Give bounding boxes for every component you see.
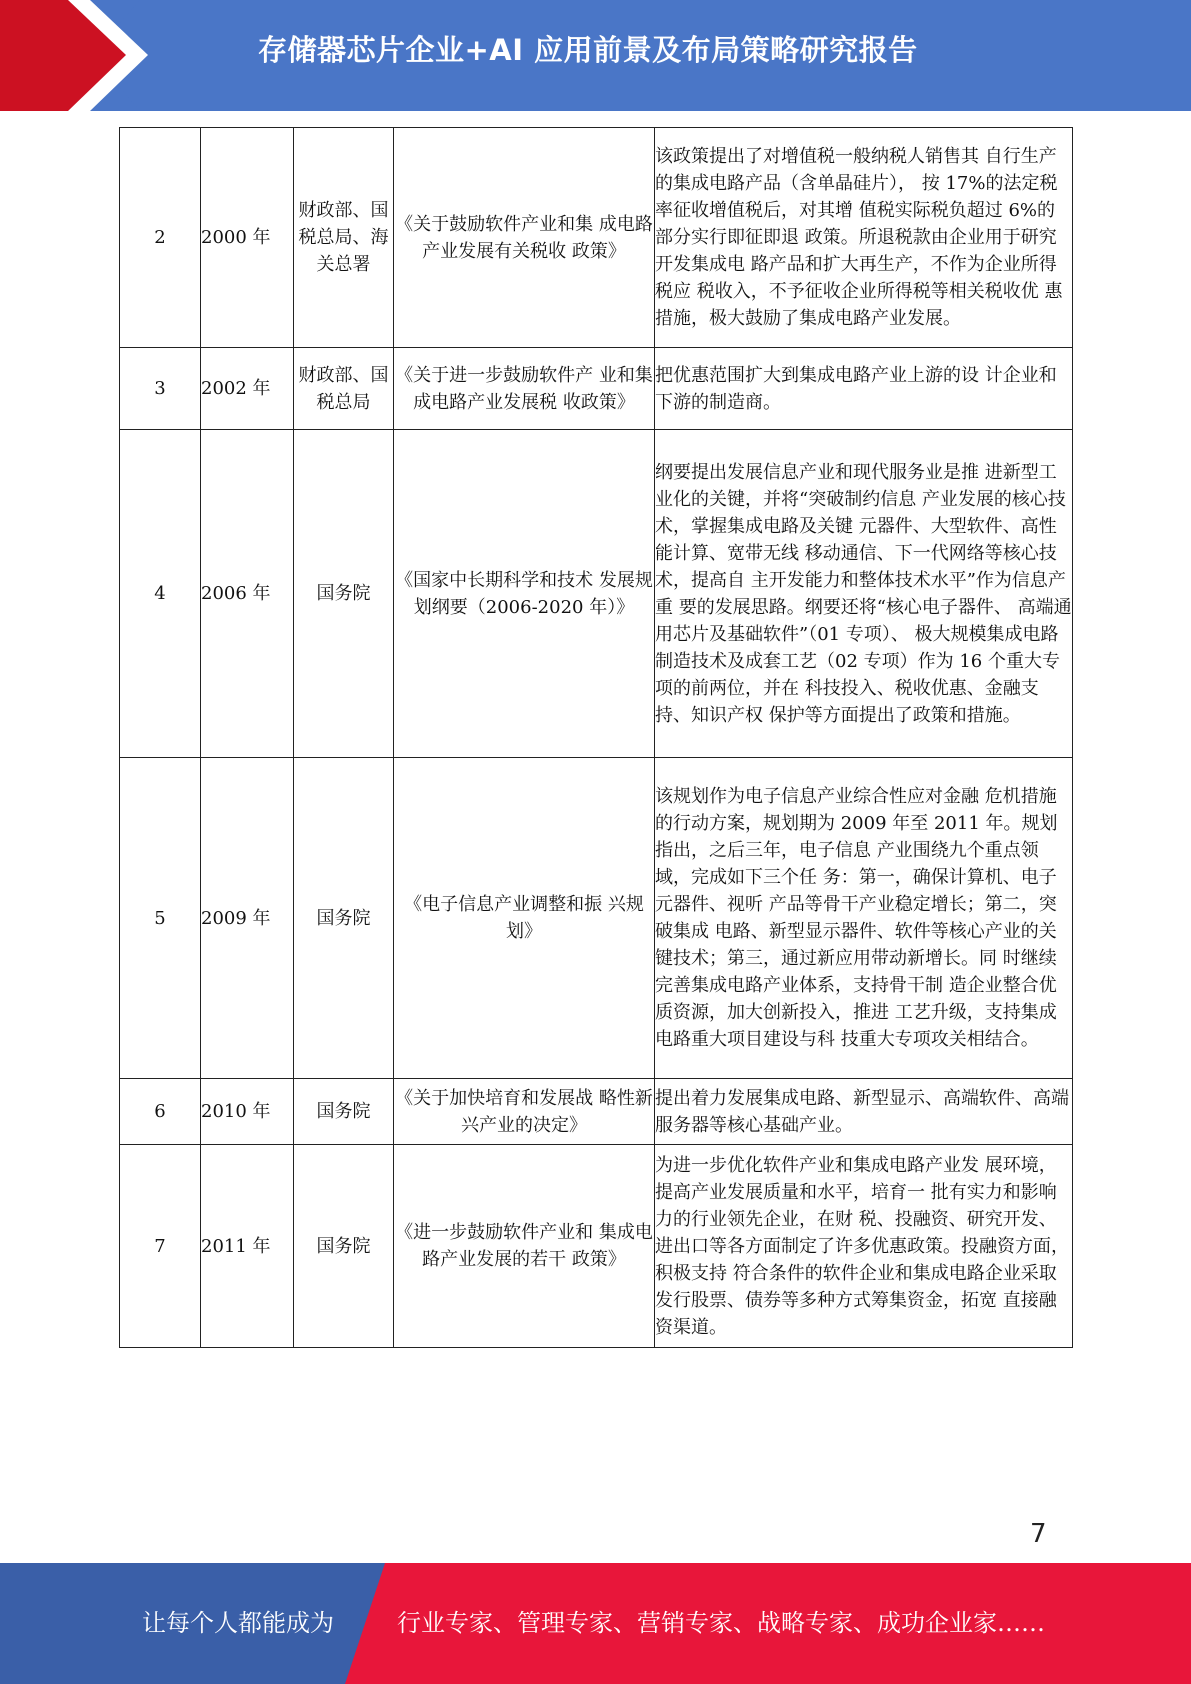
table-row (120, 758, 1073, 1079)
report-title: 存储器芯片企业+AI 应用前景及布局策略研究报告 (258, 33, 918, 67)
row-number: 3 (120, 348, 201, 430)
row-policy-name: 《关于鼓励软件产业和集 成电路产业发展有关税收 政策》 (394, 128, 655, 348)
row-number: 4 (120, 430, 201, 758)
table-row (120, 348, 1073, 430)
row-description: 纲要提出发展信息产业和现代服务业是推 进新型工业化的关键，并将“突破制约信息 产业发展的核心技术，掌握集成电路及关键 元器件、大型软件、高性能计算、宽带无线 移动通信、下一代网络等核心技术，提高自 主开发能力和整体技术水平”作为信息产重 要的发展思路。纲要还将“核心电子器件、 高端通用芯片及基础软件”（01 专项）、 极大规模集成电路制造技术及成套工艺（02 专项）作为 16 个重大专项的前两位，并在 科技投入、税收优惠、金融支持、知识产权 保护等方面提出了政策和措施。 (655, 430, 1073, 758)
row-description: 提出着力发展集成电路、新型显示、高端软件、高端服务器等核心基础产业。 (655, 1079, 1073, 1145)
row-department: 国务院 (294, 1145, 394, 1348)
page-footer (0, 1563, 1191, 1684)
row-year: 2006 年 (201, 430, 294, 758)
row-department: 国务院 (294, 430, 394, 758)
row-year: 2009 年 (201, 758, 294, 1079)
row-number: 6 (120, 1079, 201, 1145)
page-number: 7 (1030, 1519, 1047, 1549)
row-department: 财政部、国税总局 (294, 348, 394, 430)
table-row (120, 128, 1073, 348)
row-policy-name: 《进一步鼓励软件产业和 集成电路产业发展的若干 政策》 (394, 1145, 655, 1348)
row-description: 把优惠范围扩大到集成电路产业上游的设 计企业和下游的制造商。 (655, 348, 1073, 430)
row-description: 为进一步优化软件产业和集成电路产业发 展环境，提高产业发展质量和水平，培育一 批有实力和影响力的行业领先企业，在财 税、投融资、研究开发、进出口等各方面制定了许多优惠政策。投融资方面，积极支持 符合条件的软件企业和集成电路企业采取 发行股票、债券等多种方式筹集资金，拓宽 直接融资渠道。 (655, 1145, 1073, 1348)
table-row (120, 1145, 1073, 1348)
row-department: 国务院 (294, 1079, 394, 1145)
row-number: 2 (120, 128, 201, 348)
row-description: 该政策提出了对增值税一般纳税人销售其 自行生产的集成电路产品（含单晶硅片）， 按 17%的法定税率征收增值税后，对其增 值税实际税负超过 6%的部分实行即征即退 政策。所退税款由企业用于研究开发集成电 路产品和扩大再生产，不作为企业所得税应 税收入，不予征收企业所得税等相关税收优 惠措施，极大鼓励了集成电路产业发展。 (655, 128, 1073, 348)
row-policy-name: 《关于加快培育和发展战 略性新兴产业的决定》 (394, 1079, 655, 1145)
row-number: 7 (120, 1145, 201, 1348)
row-year: 2000 年 (201, 128, 294, 348)
row-year: 2010 年 (201, 1079, 294, 1145)
row-policy-name: 《国家中长期科学和技术 发展规划纲要（2006-2020 年）》 (394, 430, 655, 758)
row-description: 该规划作为电子信息产业综合性应对金融 危机措施的行动方案，规划期为 2009 年至 2011 年。规划指出，之后三年，电子信息 产业围绕九个重点领域，完成如下三个任 务：第一，确保计算机、电子元器件、视听 产品等骨干产业稳定增长；第二，突破集成 电路、新型显示器件、软件等核心产业的关 键技术；第三，通过新应用带动新增长。同 时继续完善集成电路产业体系，支持骨干制 造企业整合优质资源，加大创新投入，推进 工艺升级，支持集成电路重大项目建设与科 技重大专项攻关相结合。 (655, 758, 1073, 1079)
row-department: 财政部、国税总局、海关总署 (294, 128, 394, 348)
table-row (120, 1079, 1073, 1145)
footer-slogan-right: 行业专家、管理专家、营销专家、战略专家、成功企业家…… (397, 1609, 1045, 1637)
row-year: 2002 年 (201, 348, 294, 430)
row-number: 5 (120, 758, 201, 1079)
row-policy-name: 《关于进一步鼓励软件产 业和集成电路产业发展税 收政策》 (394, 348, 655, 430)
row-year: 2011 年 (201, 1145, 294, 1348)
table-row (120, 430, 1073, 758)
row-policy-name: 《电子信息产业调整和振 兴规划》 (394, 758, 655, 1079)
row-department: 国务院 (294, 758, 394, 1079)
policy-table (119, 127, 1073, 1348)
footer-slogan-left: 让每个人都能成为 (142, 1609, 334, 1637)
page-header (0, 0, 1191, 111)
